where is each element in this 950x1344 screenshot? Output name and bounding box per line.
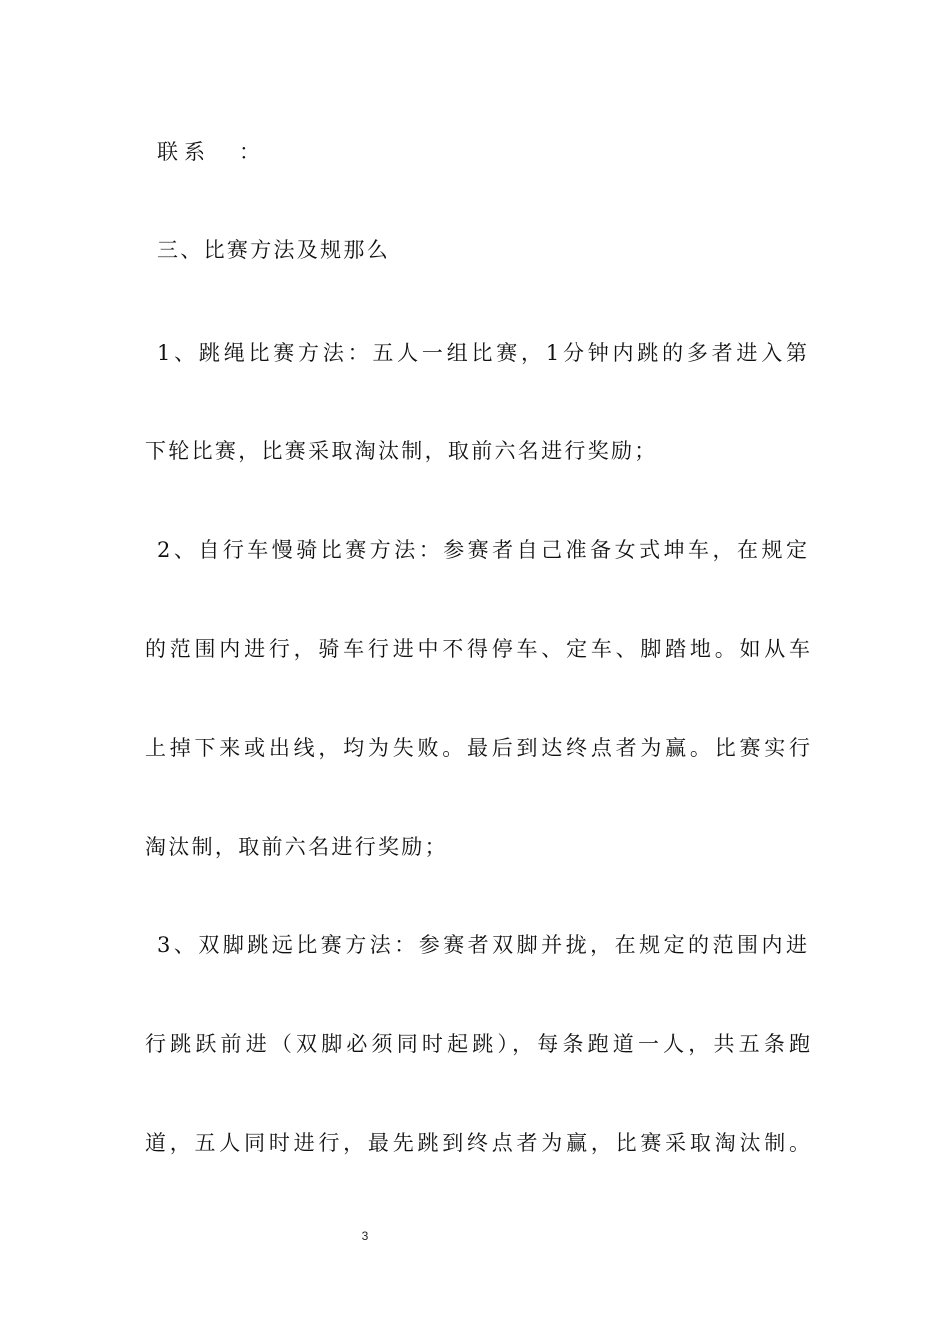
- paragraph-line: 上掉下来或出线，均为失败。最后到达终点者为赢。比赛实行: [145, 736, 810, 760]
- paragraph-line: 下轮比赛，比赛采取淘汰制，取前六名进行奖励；: [145, 439, 658, 463]
- paragraph-line: 2、自行车慢骑比赛方法：参赛者自己准备女式坤车，在规定: [157, 538, 807, 562]
- paragraph-line: 1、跳绳比赛方法：五人一组比赛，1分钟内跳的多者进入第: [157, 341, 807, 365]
- contact-label: 联系: [157, 140, 211, 164]
- contact-colon: ：: [239, 140, 263, 164]
- paragraph-line: 淘汰制，取前六名进行奖励；: [145, 835, 448, 859]
- paragraph-line: 的范围内进行，骑车行进中不得停车、定车、脚踏地。如从车: [145, 637, 810, 661]
- paragraph-line: 3、双脚跳远比赛方法：参赛者双脚并拢，在规定的范围内进: [157, 933, 807, 957]
- paragraph-line: 行跳跃前进（双脚必须同时起跳），每条跑道一人，共五条跑: [145, 1032, 810, 1056]
- section-heading: 三、比赛方法及规那么: [157, 238, 390, 262]
- paragraph-line: 道，五人同时进行，最先跳到终点者为赢，比赛采取淘汰制。: [145, 1131, 810, 1155]
- page-number: 3: [361, 1229, 369, 1243]
